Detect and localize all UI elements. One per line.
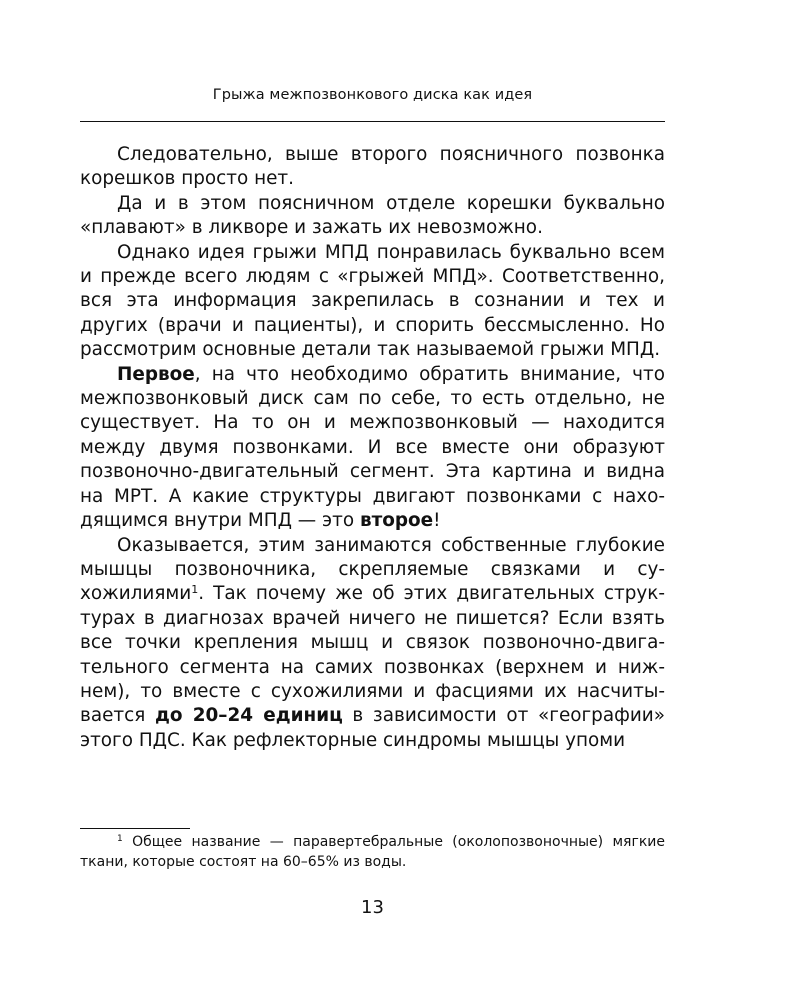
paragraph-5-text-2: . Так почему же об этих двигательных структурах в диагнозах врачей ничего не пишется? Если взять все точки крепления мышц и связок позвоночно-двигательного сегмента на самих позвонках (верхнем и нижнем), то вместе с сухожилиями и фасциями их насчитывается (80, 583, 665, 727)
running-head: Грыжа межпозвонкового диска как идея (212, 87, 533, 103)
paragraph-4-text-2: ! (433, 510, 441, 532)
footnote-marker: 1 (117, 834, 123, 844)
footnote-divider (80, 828, 190, 829)
paragraph-3: Однако идея грыжи МПД понравилась буквально всем и прежде всего людям с «грыжей МПД». Соответственно, вся эта информация закрепилась в сознании и тех и других (врачи и пациенты), и спорить бессмысленно. Но рассмотрим основные детали так называемой грыжи МПД. (80, 241, 665, 361)
emphasis-first: Первое (117, 363, 195, 385)
paragraph-4-text-1: , на что необходимо обратить внимание, что межпозвонковый диск сам по себе, то есть отдельно, не существует. На то он и межпозвонковый — находится между двумя позвонками. И все вместе они образуют позвоночно-двигательный сегмент. Эта картина и видна на МРТ. А какие структуры двигают позвонками с находящимся внутри МПД — это (80, 363, 665, 532)
emphasis-second: второе (359, 510, 434, 532)
footnote-text: Общее название — паравертебральные (околопозвоночные) мягкие ткани, которые состоят на 60–65% из воды. (80, 834, 665, 870)
paragraph-5 (80, 534, 665, 754)
paragraph-2: Да и в этом поясничном отделе корешки буквально «плавают» в ликворе и зажать их невозможно. (80, 192, 665, 239)
main-text (80, 143, 665, 753)
page-number: 13 (361, 897, 384, 918)
paragraph-1: Следовательно, выше второго поясничного позвонка корешков просто нет. (80, 144, 665, 190)
paragraph-5-text-3: в зависимости от «географии» этого ПДС. Как рефлекторные синдромы мышцы упоми (80, 705, 666, 751)
paragraph-5-text-1: Оказывается, этим занимаются собственные глубокие мышцы позвоночника, скрепляемые связками и сухожилиями (80, 534, 665, 605)
footnote-reference[interactable]: 1 (191, 583, 199, 597)
emphasis-units: до 20–24 единиц (154, 705, 343, 727)
header-divider (80, 121, 665, 122)
paragraph-4 (80, 363, 665, 534)
footnote (80, 832, 665, 872)
